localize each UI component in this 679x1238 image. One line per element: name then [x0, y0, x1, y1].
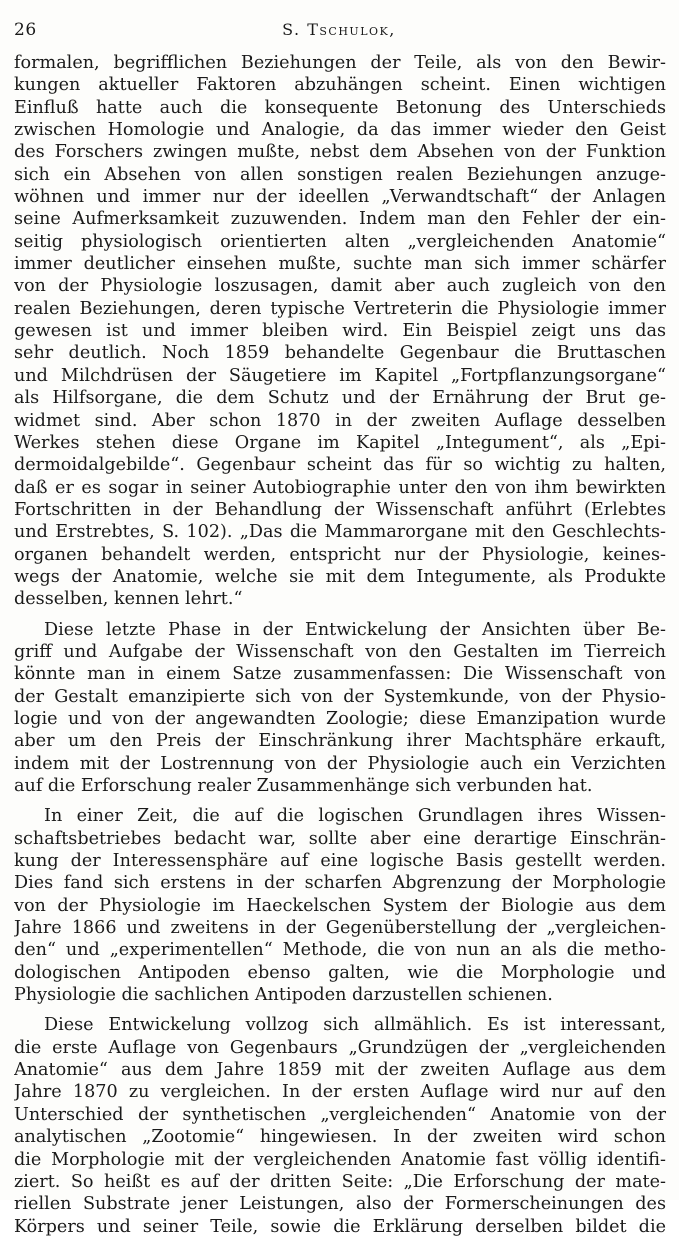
text-line: auf die Erforschung realer Zusammenhänge sich verbunden hat.: [14, 776, 593, 796]
text-line: realen Beziehungen, deren typische Vertreterin die Physiologie immer: [14, 298, 666, 319]
text-line: und Erstrebtes, S. 102). „Das die Mammarorgane mit den Geschlechts-: [14, 522, 666, 543]
text-line: indem mit der Lostrennung von der Physiologie auch ein Verzichten: [14, 753, 666, 774]
text-line: Einfluß hatte auch die konsequente Betonung des Unterschieds: [14, 97, 666, 118]
text-line: analytischen „Zootomie“ hingewiesen. In der zweiten wird schon: [14, 1127, 666, 1148]
text-line: immer deutlicher einsehen mußte, suchte man sich immer schärfer: [14, 254, 666, 275]
text-line: und Milchdrüsen der Säugetiere im Kapitel „Fortpflanzungsorgane“: [14, 365, 666, 386]
text-line: Werkes stehen diese Organe im Kapitel „Integument“, als „Epi-: [14, 432, 666, 453]
paragraph-2: [14, 619, 666, 798]
text-line: der Gestalt emanzipierte sich von der Systemkunde, von der Physio-: [14, 686, 666, 707]
text-line: In einer Zeit, die auf die logischen Grundlagen ihres Wissen-: [44, 806, 666, 827]
text-line: von der Physiologie im Haeckelschen System der Biologie aus dem: [14, 895, 666, 916]
text-line: Dies fand sich erstens in der scharfen Abgrenzung der Morphologie: [14, 873, 666, 894]
text-line: desselben, kennen lehrt.“: [14, 589, 243, 610]
text-line: seine Aufmerksamkeit zuzuwenden. Indem man den Fehler der ein-: [14, 209, 666, 230]
paragraph-3: [14, 805, 666, 1006]
text-line: riellen Substrate jener Leistungen, also der Formerscheinungen des: [14, 1194, 666, 1215]
text-line: dermoidalgebilde“. Gegenbaur scheint das für so wichtig zu halten,: [14, 455, 666, 476]
text-line: kung der Interessensphäre auf eine logische Basis gestellt werden.: [14, 851, 666, 872]
text-line: die erste Auflage von Gegenbaurs „Grundzügen der „vergleichenden: [14, 1037, 666, 1058]
paragraph-gap: [14, 611, 666, 619]
text-line: griff und Aufgabe der Wissenschaft von den Gestalten im Tierreich: [14, 641, 666, 662]
text-line: Diese letzte Phase in der Entwickelung der Ansichten über Be-: [44, 619, 666, 640]
body-text: [14, 52, 666, 1238]
text-line: Physiologie die sachlichen Antipoden darzustellen schienen.: [14, 985, 553, 1006]
text-line: kungen aktueller Faktoren abzuhängen scheint. Einen wichtigen: [14, 75, 666, 96]
text-line: schaftsbetriebes bedacht war, sollte aber eine derartige Einschrän-: [14, 828, 666, 849]
page-header: [14, 20, 664, 46]
text-line: Körpers und seiner Teile, sowie die Erklärung derselben bildet die: [14, 1216, 666, 1237]
text-line: Diese Entwickelung vollzog sich allmählich. Es ist interessant,: [44, 1015, 666, 1036]
text-line: sich ein Absehen von allen sonstigen realen Beziehungen anzuge-: [14, 164, 666, 185]
page-number: 26: [14, 20, 37, 40]
text-line: wegs der Anatomie, welche sie mit dem Integumente, als Produkte: [14, 566, 666, 587]
paragraph-1: [14, 52, 666, 611]
text-line: organen behandelt werden, entspricht nur der Physiologie, keines-: [14, 544, 666, 565]
text-line: wöhnen und immer nur der ideellen „Verwandtschaft“ der Anlagen: [14, 187, 666, 208]
text-line: die Morphologie mit der vergleichenden Anatomie fast völlig identifi-: [14, 1149, 666, 1170]
paragraph-gap: [14, 797, 666, 805]
text-line: gewesen ist und immer bleiben wird. Ein Beispiel zeigt uns das: [14, 321, 666, 342]
text-line: seitig physiologisch orientierten alten „vergleichenden Anatomie“: [14, 231, 666, 252]
text-line: dologischen Antipoden ebenso galten, wie die Morphologie und: [14, 962, 666, 983]
text-line: zwischen Homologie und Analogie, da das immer wieder den Geist: [14, 120, 666, 141]
text-line: Anatomie“ aus dem Jahre 1859 mit der zweiten Auflage aus dem: [14, 1060, 666, 1081]
text-line: Jahre 1870 zu vergleichen. In der ersten Auflage wird nur auf den: [14, 1082, 666, 1103]
text-line: Unterschied der synthetischen „vergleichenden“ Anatomie von der: [14, 1104, 666, 1125]
text-line: Fortschritten in der Behandlung der Wissenschaft anführt (Erlebtes: [14, 499, 666, 520]
text-line: aber um den Preis der Einschränkung ihrer Machtsphäre erkauft,: [14, 731, 666, 752]
text-line: ziert. So heißt es auf der dritten Seite: „Die Erforschung der mate-: [14, 1171, 666, 1192]
text-line: den“ und „experimentellen“ Methode, die von nun an als die metho-: [14, 940, 666, 961]
text-line: formalen, begrifflichen Beziehungen der Teile, als von den Bewir-: [14, 53, 666, 73]
paragraph-4: [14, 1014, 666, 1237]
text-line: könnte man in einem Satze zusammenfassen: Die Wissenschaft von: [14, 664, 666, 685]
text-line: widmet sind. Aber schon 1870 in der zweiten Auflage desselben: [14, 410, 666, 431]
text-line: Jahre 1866 und zweitens in der Gegenüberstellung der „vergleichen-: [14, 918, 666, 939]
text-line: sehr deutlich. Noch 1859 behandelte Gegenbaur die Bruttaschen: [14, 343, 666, 364]
running-head: S. Tschulok,: [282, 20, 396, 39]
paragraph-gap: [14, 1006, 666, 1014]
text-line: von der Physiologie loszusagen, damit aber auch zugleich von den: [14, 276, 666, 297]
text-line: des Forschers zwingen mußte, nebst dem Absehen von der Funktion: [14, 142, 666, 163]
text-line: logie und von der angewandten Zoologie; diese Emanzipation wurde: [14, 708, 666, 729]
text-line: als Hilfsorgane, die dem Schutz und der Ernährung der Brut ge-: [14, 388, 666, 409]
text-line: daß er es sogar in seiner Autobiographie unter den von ihm bewirkten: [14, 477, 666, 498]
